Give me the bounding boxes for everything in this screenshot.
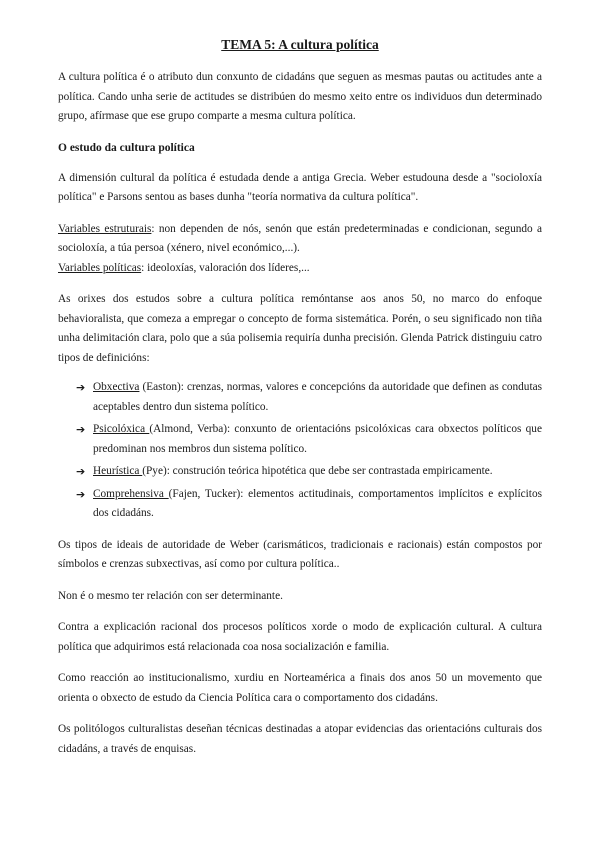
variables-estruturais-label: Variables estruturais xyxy=(58,222,152,235)
contra-paragraph: Contra a explicación racional dos procesos políticos xorde o modo de explicación cultural. A cultura política que adquirimos está relacionada coa nosa socialización e familia. xyxy=(58,621,542,653)
list-item xyxy=(76,378,542,417)
variables-estruturais-paragraph xyxy=(58,220,542,259)
intro-paragraph: A cultura política é o atributo dun conxunto de cidadáns que seguen as mesmas pautas ou actitudes ante a política. Cando unha serie de actitudes se distribúen do mesmo xeito entre os individuos dun determinado grupo, afírmase que ese grupo comparte a mesma cultura política. xyxy=(58,71,542,122)
variables-politicas-text: : ideoloxías, valoración dos líderes,... xyxy=(141,261,310,274)
section-heading: O estudo da cultura política xyxy=(58,141,195,154)
definition-term: Comprehensiva xyxy=(93,487,169,500)
list-item xyxy=(76,462,542,482)
arrow-right-icon: ➔ xyxy=(76,381,86,394)
definition-term: Heurística xyxy=(93,465,143,477)
page-title: TEMA 5: A cultura política xyxy=(221,37,379,52)
arrow-right-icon: ➔ xyxy=(76,487,86,501)
definition-text: (Almond, Verba): conxunto de orientacións psicolóxicas cara obxectos políticos que predominan nos membros dun sistema político. xyxy=(93,423,542,455)
dimension-paragraph: A dimensión cultural da política é estudada dende a antiga Grecia. Weber estudouna desde a "socioloxía política" e Parsons sentou as bases dunha "teoría normativa da cultura política". xyxy=(58,171,542,203)
reaccion-paragraph: Como reacción ao institucionalismo, xurdiu en Norteamérica a finais dos anos 50 un movemento que orienta o obxecto de estudo da Ciencia Política cara o comportamento dos cidadáns. xyxy=(58,672,542,704)
definition-text: (Pye): construción teórica hipotética que debe ser contrastada empiricamente. xyxy=(142,465,493,477)
list-item xyxy=(76,485,542,524)
definitions-list xyxy=(58,378,542,524)
definition-text: (Fajen, Tucker): elementos actitudinais, comportamentos implícitos e explícitos dos cidadáns. xyxy=(93,487,542,519)
variables-estruturais-text: : non dependen de nós, senón que están predeterminadas e condicionan, segundo a socioloxía, a túa persoa (xénero, nivel económico,...). xyxy=(58,222,542,254)
definition-term: Obxectiva xyxy=(93,381,140,393)
list-item xyxy=(76,420,542,459)
politologos-paragraph: Os politólogos culturalistas deseñan técnicas destinadas a atopar evidencias das orientacións culturais dos cidadáns, a través de enquisas. xyxy=(58,723,542,755)
tipos-paragraph: Os tipos de ideais de autoridade de Weber (carismáticos, tradicionais e racionais) están compostos por símbolos e crenzas subxectivas, así como por cultura política.. xyxy=(58,538,542,570)
variables-politicas-paragraph xyxy=(58,259,542,279)
relacion-paragraph: Non é o mesmo ter relación con ser determinante. xyxy=(58,589,283,602)
variables-politicas-label: Variables políticas xyxy=(58,261,142,274)
definition-text: (Easton): crenzas, normas, valores e concepcións da autoridade que definen as condutas aceptables dentro dun sistema político. xyxy=(93,381,542,413)
definition-term: Psicolóxica xyxy=(93,423,150,435)
orixes-paragraph: As orixes dos estudos sobre a cultura política remóntanse aos anos 50, no marco do enfoque behavioralista, que comeza a empregar o concepto de forma sistemática. Porén, o seu significado non tiña unha delimitación clara, polo que a súa polisemia requiría dunha precisión. Glenda Patrick distinguiu catro tipos de definicións: xyxy=(58,293,542,364)
arrow-right-icon: ➔ xyxy=(76,423,86,436)
arrow-right-icon: ➔ xyxy=(76,465,86,478)
